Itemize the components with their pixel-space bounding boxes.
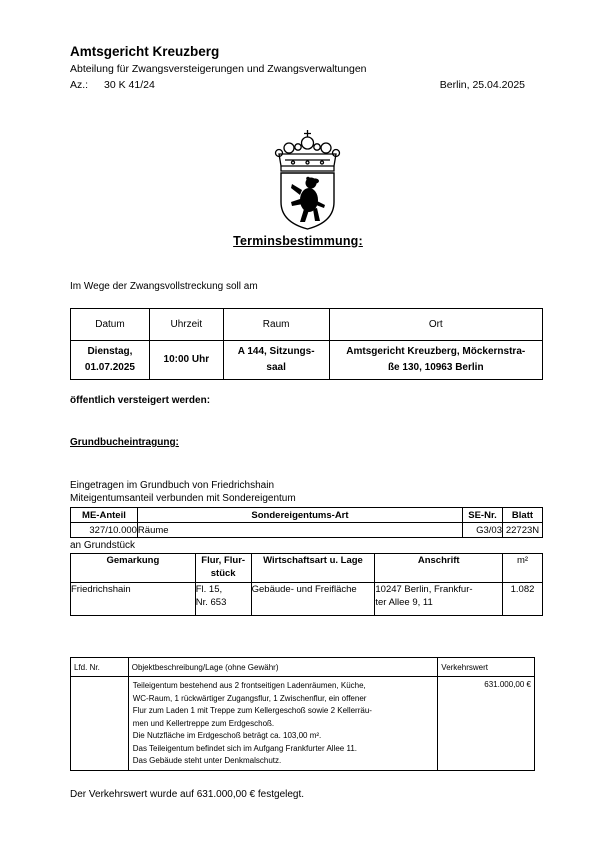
table-header-row xyxy=(71,508,543,523)
registered-in: Eingetragen im Grundbuch von Friedrichshain xyxy=(70,480,274,491)
page-title: Terminsbestimmung: xyxy=(233,234,363,248)
appointment-date xyxy=(71,341,150,380)
header-wirtschaft: Wirtschaftsart u. Lage xyxy=(251,554,375,583)
room-line-1: A 144, Sitzungs- xyxy=(237,346,315,357)
header-description: Objektbeschreibung/Lage (ohne Gewähr) xyxy=(128,658,438,677)
appointment-place xyxy=(329,341,542,380)
anschrift xyxy=(375,583,503,616)
department-name: Abteilung für Zwangsversteigerungen und Zwangsverwaltungen xyxy=(70,63,367,75)
table-header-row xyxy=(71,658,535,677)
header-se-nr: SE-Nr. xyxy=(463,508,503,523)
room-line-2: saal xyxy=(266,362,286,373)
closing-statement: Der Verkehrswert wurde auf 631.000,00 € festgelegt. xyxy=(70,789,305,800)
table-row xyxy=(71,341,543,380)
header-area: m² xyxy=(503,554,543,583)
share-text: Miteigentumsanteil verbunden mit Sondereigentum xyxy=(70,493,296,504)
header-se-type: Sondereigentums-Art xyxy=(137,508,462,523)
lfd-nr xyxy=(71,677,129,771)
header-gemarkung: Gemarkung xyxy=(71,554,196,583)
anschrift-line-1: 10247 Berlin, Frankfur- xyxy=(375,584,473,595)
table-row xyxy=(71,677,535,771)
header-flur-line-2: stück xyxy=(210,568,236,579)
gemarkung: Friedrichshain xyxy=(71,583,196,616)
header-flur xyxy=(195,554,251,583)
description-line: Die Nutzfläche im Erdgeschoß beträgt ca. 103,00 m². xyxy=(132,731,322,740)
description-line: men und Kellertreppe zum Erdgeschoß. xyxy=(132,718,275,728)
description-line: Flur zum Laden 1 mit Treppe zum Kellergeschoß sowie 2 Kellerräu- xyxy=(132,706,372,715)
appointment-room xyxy=(223,341,329,380)
flur-line-2: Nr. 653 xyxy=(195,597,227,608)
description-line: Das Gebäude steht unter Denkmalschutz. xyxy=(132,756,282,765)
anschrift-line-2: ter Allee 9, 11 xyxy=(375,597,433,608)
me-share: 327/10.000 xyxy=(71,523,138,538)
table-row xyxy=(71,523,543,538)
table-header-row xyxy=(71,309,543,341)
wirtschaft: Gebäude- und Freifläche xyxy=(251,583,375,616)
header-flur-line-1: Flur, Flur- xyxy=(201,555,246,566)
header-value: Verkehrswert xyxy=(438,658,535,677)
plot-table xyxy=(70,553,543,616)
header-anschrift: Anschrift xyxy=(375,554,503,583)
se-nr: G3/03 xyxy=(463,523,503,538)
date-value: 01.07.2025 xyxy=(84,362,135,373)
file-number-label: Az.: xyxy=(70,79,89,91)
header-me-share: ME-Anteil xyxy=(71,508,138,523)
berlin-coat-of-arms-icon xyxy=(273,126,342,230)
table-header-row xyxy=(71,554,543,583)
object-table xyxy=(70,657,535,771)
document-date: Berlin, 25.04.2025 xyxy=(439,79,525,91)
flur xyxy=(195,583,251,616)
ownership-table xyxy=(70,507,543,538)
area: 1.082 xyxy=(503,583,543,616)
file-number: 30 K 41/24 xyxy=(104,79,155,91)
market-value: 631.000,00 € xyxy=(438,677,535,771)
table-row xyxy=(71,583,543,616)
appointment-table xyxy=(70,308,543,380)
place-line-1: Amtsgericht Kreuzberg, Möckernstra- xyxy=(346,346,526,357)
appointment-time: 10:00 Uhr xyxy=(149,341,223,380)
ground-label: an Grundstück xyxy=(70,540,136,551)
description-line: Teileigentum bestehend aus 2 frontseitigen Ladenräumen, Küche, xyxy=(132,681,366,690)
auction-statement: öffentlich versteigert werden: xyxy=(70,395,211,406)
date-weekday: Dienstag, xyxy=(87,346,133,357)
section-title-grundbuch: Grundbucheintragung: xyxy=(70,437,179,448)
court-name: Amtsgericht Kreuzberg xyxy=(70,44,220,59)
header-time: Uhrzeit xyxy=(149,309,223,341)
description-line: WC-Raum, 1 rückwärtiger Zugangsflur, 1 Zwischenflur, ein offener xyxy=(132,693,367,703)
header-date: Datum xyxy=(71,309,150,341)
object-description xyxy=(128,677,438,771)
header-lfd-nr: Lfd. Nr. xyxy=(71,658,129,677)
header-place: Ort xyxy=(329,309,542,341)
flur-line-1: Fl. 15, xyxy=(195,584,223,595)
se-type: Räume xyxy=(137,523,462,538)
header-blatt: Blatt xyxy=(502,508,542,523)
header-room: Raum xyxy=(223,309,329,341)
intro-text: Im Wege der Zwangsvollstreckung soll am xyxy=(70,281,258,292)
description-line: Das Teileigentum befindet sich im Aufgang Frankfurter Allee 11. xyxy=(132,743,357,753)
place-line-2: ße 130, 10963 Berlin xyxy=(387,362,484,373)
blatt: 22723N xyxy=(502,523,542,538)
